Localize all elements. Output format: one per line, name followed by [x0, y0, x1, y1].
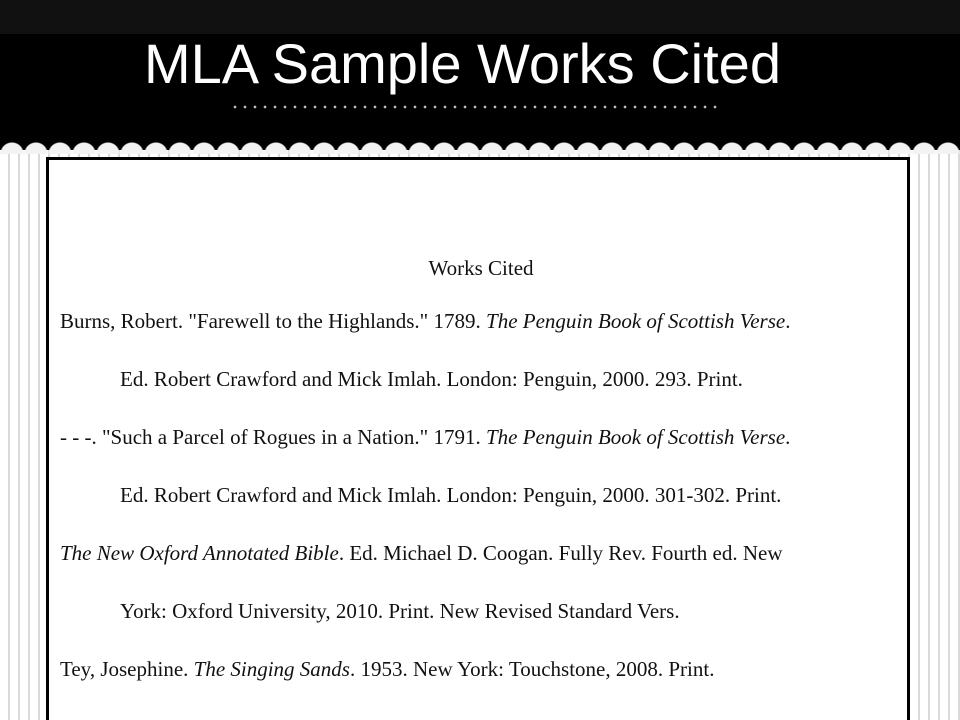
citation-text: . 1953. New York: Touchstone, 2008. Print. [349, 657, 715, 681]
citation-entry [60, 539, 905, 567]
scalloped-edge [0, 130, 960, 154]
citation-text: . Ed. Michael D. Coogan. Fully Rev. Fourth ed. New [338, 541, 783, 565]
dotted-divider [230, 104, 720, 110]
citation-title: The Penguin Book of Scottish Verse [485, 425, 786, 449]
citation-entry [60, 307, 905, 335]
citation-text: . [785, 309, 791, 333]
citation-title: The Penguin Book of Scottish Verse [486, 309, 786, 333]
citation-title: The Singing Sands [193, 657, 350, 681]
citation-continuation: Ed. Robert Crawford and Mick Imlah. London: Penguin, 2000. 293. Print. [120, 367, 743, 391]
citation-text: . [785, 425, 791, 449]
slide-title: MLA Sample Works Cited [144, 32, 781, 95]
citation-entry [60, 655, 905, 683]
citation-continuation: York: Oxford University, 2010. Print. New Revised Standard Vers. [120, 599, 680, 623]
citation-continuation: Ed. Robert Crawford and Mick Imlah. London: Penguin, 2000. 301-302. Print. [120, 483, 782, 507]
citation-text: Burns, Robert. "Farewell to the Highlands." 1789. [60, 309, 487, 333]
citation-entry [60, 423, 905, 451]
citation-text: Tey, Josephine. [60, 657, 194, 681]
works-cited-page [46, 157, 910, 720]
citation-text: - - -. "Such a Parcel of Rogues in a Nation." 1791. [60, 425, 486, 449]
title-bar [0, 0, 960, 150]
works-cited-heading: Works Cited [428, 256, 534, 280]
citation-title: The New Oxford Annotated Bible [60, 541, 339, 565]
